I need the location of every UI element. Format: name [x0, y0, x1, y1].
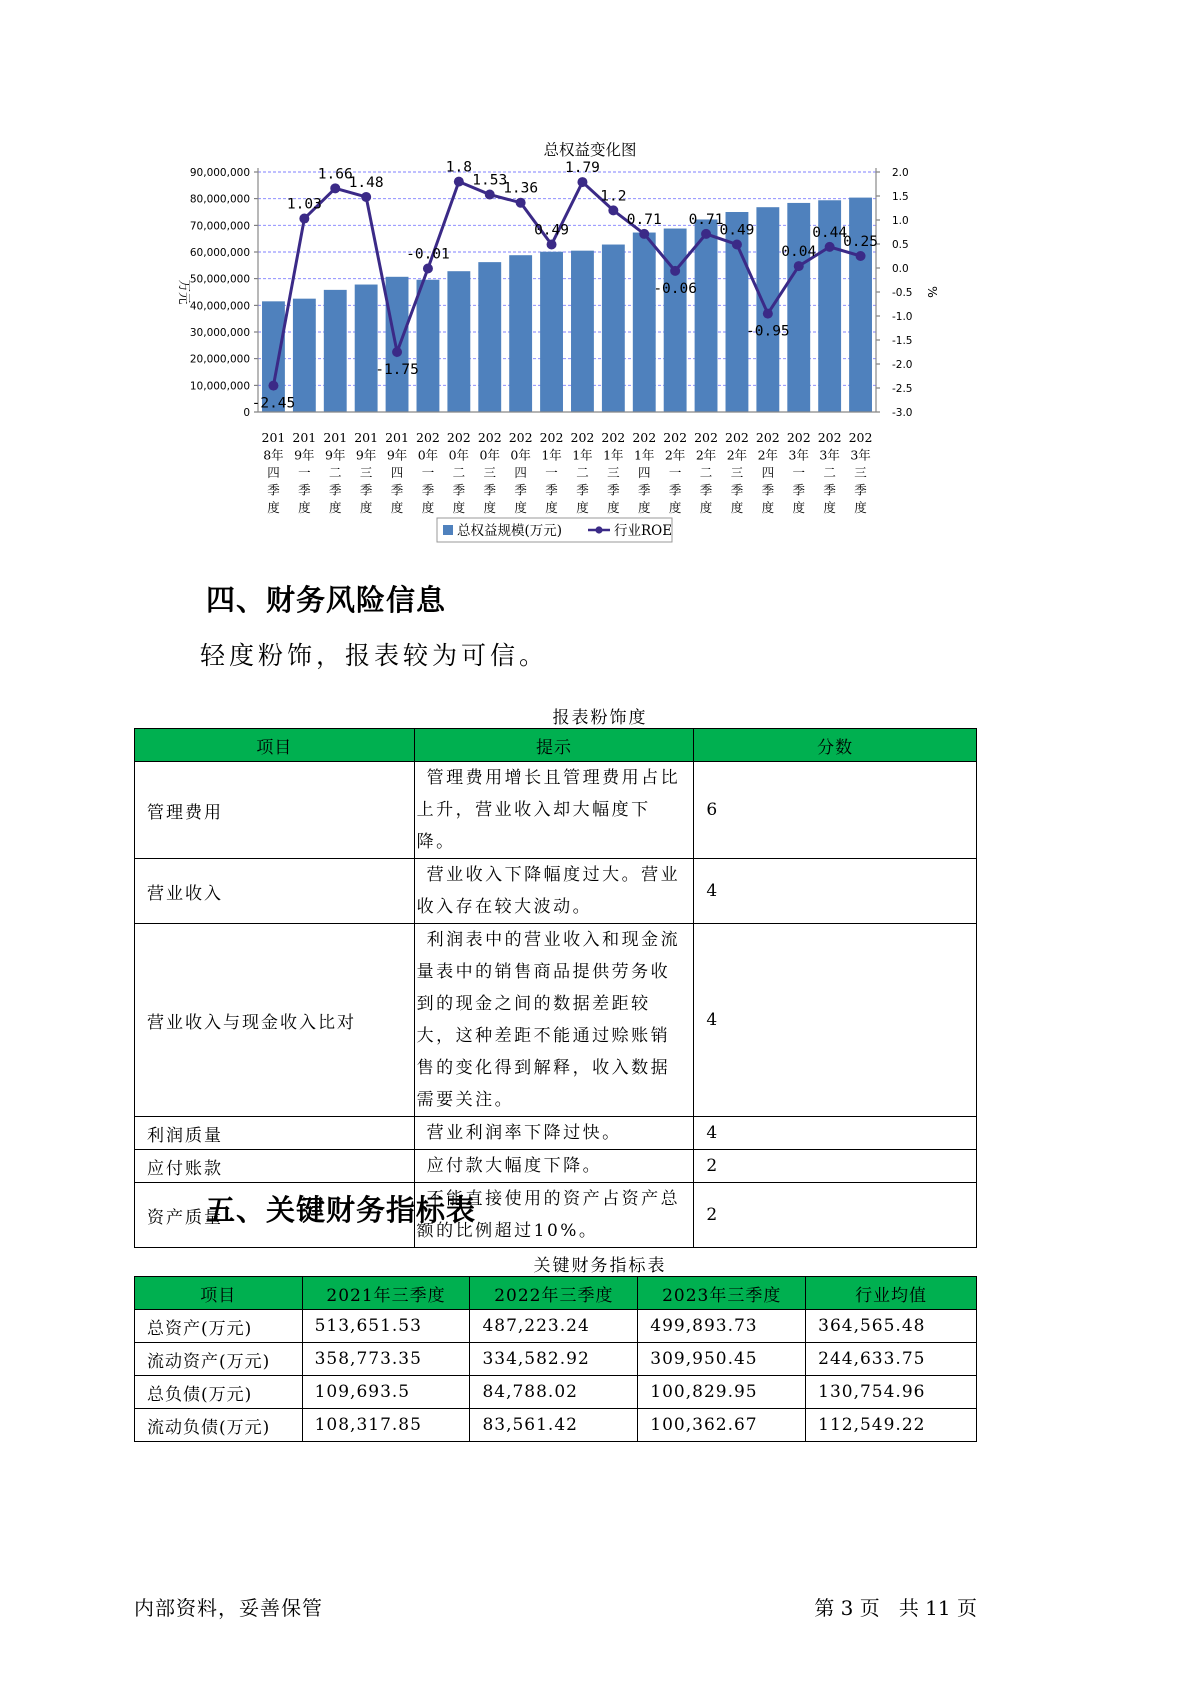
equity-bar	[324, 290, 347, 412]
x-tick-label: 0年	[510, 447, 531, 463]
legend-bar-label: 总权益规模(万元)	[457, 523, 563, 539]
x-tick-label: 度	[699, 500, 713, 515]
equity-bar	[602, 245, 625, 412]
x-tick-label: 季	[854, 482, 867, 498]
x-tick-label: 度	[452, 500, 466, 515]
x-tick-label: 度	[514, 500, 527, 515]
x-tick-label: 1年	[634, 447, 655, 463]
cell: 84,788.02	[470, 1376, 638, 1409]
x-tick-label: 3年	[819, 447, 840, 463]
x-tick-label: 四	[761, 465, 775, 480]
x-tick-label: 202	[570, 430, 595, 445]
cell: 流动负债(万元)	[135, 1409, 303, 1442]
roe-point	[763, 309, 773, 319]
right-tick-label: 0.0	[892, 263, 909, 275]
header-2022q3: 2022年三季度	[470, 1277, 638, 1310]
risk-table	[134, 728, 977, 1248]
x-tick-label: 季	[699, 482, 713, 498]
x-tick-label: 度	[761, 500, 775, 515]
x-tick-label: 季	[359, 482, 373, 498]
left-tick-label: 40,000,000	[189, 300, 250, 313]
table-row	[135, 1376, 977, 1409]
x-tick-label: 1年	[541, 447, 562, 463]
x-tick-label: 0年	[479, 447, 500, 463]
x-tick-label: 202	[477, 430, 502, 445]
cell: 130,754.96	[806, 1376, 977, 1409]
cell: 487,223.24	[470, 1310, 638, 1343]
roe-point	[794, 261, 804, 271]
x-tick-label: 季	[483, 482, 497, 498]
row-hint: 应付款大幅度下降。	[414, 1150, 694, 1183]
table-row	[135, 762, 977, 859]
roe-point	[639, 229, 649, 239]
row-score: 2	[694, 1150, 977, 1183]
cell: 109,693.5	[302, 1376, 470, 1409]
roe-data-label: 0.04	[781, 244, 817, 261]
roe-data-label: 1.8	[445, 159, 472, 176]
x-tick-label: 季	[452, 482, 466, 498]
x-tick-label: 3年	[788, 447, 809, 463]
table-row	[135, 924, 977, 1117]
x-tick-label: 季	[668, 482, 682, 498]
x-tick-label: 0年	[448, 447, 470, 463]
x-tick-label: 三	[854, 465, 867, 480]
x-tick-label: 三	[483, 465, 497, 480]
cell: 流动资产(万元)	[135, 1343, 303, 1376]
equity-bar	[293, 299, 316, 412]
x-tick-label: 2年	[664, 447, 686, 463]
x-tick-label: 季	[730, 482, 744, 498]
right-tick-label: 2.0	[892, 167, 909, 179]
x-tick-label: 三	[359, 465, 373, 480]
left-tick-label: 20,000,000	[189, 353, 250, 366]
roe-point	[299, 214, 309, 224]
x-tick-label: 度	[421, 500, 435, 515]
equity-bar	[571, 251, 594, 412]
roe-data-label: 0.71	[626, 211, 662, 228]
x-tick-label: 9年	[386, 447, 408, 463]
right-axis-title: %	[925, 286, 940, 298]
roe-point	[392, 347, 402, 357]
x-tick-label: 202	[755, 430, 780, 445]
right-tick-label: 1.0	[892, 215, 909, 227]
section4-heading: 四、财务风险信息	[206, 583, 447, 617]
x-tick-label: 2年	[726, 447, 748, 463]
legend-line-marker	[595, 526, 602, 533]
roe-point	[454, 177, 464, 187]
x-tick-label: 一	[545, 465, 558, 480]
row-item: 应付账款	[135, 1150, 415, 1183]
roe-point	[330, 183, 340, 193]
x-tick-label: 度	[298, 500, 311, 515]
roe-data-label: 1.36	[503, 180, 539, 197]
right-tick-label: -0.5	[892, 287, 913, 299]
row-score: 6	[694, 762, 977, 859]
footer-confidential: 内部资料，妥善保管	[134, 1596, 323, 1620]
x-tick-label: 1年	[603, 447, 624, 463]
x-tick-label: 度	[792, 500, 806, 515]
row-score: 4	[694, 924, 977, 1117]
roe-data-label: -0.01	[406, 246, 450, 263]
right-tick-label: 1.5	[892, 191, 909, 203]
roe-data-label: 0.49	[534, 222, 570, 239]
x-tick-label: 202	[694, 430, 718, 445]
cell: 108,317.85	[302, 1409, 470, 1442]
header-2021q3: 2021年三季度	[302, 1277, 470, 1310]
equity-bar	[447, 271, 470, 412]
x-tick-label: 201	[323, 430, 348, 445]
cell: 499,893.73	[638, 1310, 806, 1343]
x-tick-label: 度	[390, 500, 404, 515]
x-tick-label: 季	[607, 482, 620, 498]
x-tick-label: 四	[637, 465, 651, 480]
x-tick-label: 一	[792, 465, 806, 480]
roe-point	[825, 242, 835, 252]
x-tick-label: 8年	[263, 447, 284, 463]
header-industry-avg: 行业均值	[806, 1277, 977, 1310]
table-row	[135, 859, 977, 924]
x-tick-label: 季	[267, 482, 280, 498]
roe-data-label: 0.44	[812, 224, 848, 241]
x-tick-label: 0年	[417, 447, 439, 463]
roe-data-label: 1.03	[286, 196, 322, 213]
roe-point	[361, 192, 371, 202]
roe-point	[732, 239, 742, 249]
row-item: 管理费用	[135, 762, 415, 859]
cell: 112,549.22	[806, 1409, 977, 1442]
x-tick-label: 二	[823, 465, 836, 480]
x-axis-labels	[262, 430, 873, 515]
row-score: 4	[694, 1117, 977, 1150]
right-tick-label: -1.5	[892, 335, 913, 347]
roe-data-label: 1.53	[472, 172, 508, 189]
footer-page-number: 第 3 页 共 11 页	[814, 1596, 977, 1620]
equity-bar	[355, 285, 378, 412]
row-hint: 管理费用增长且管理费用占比上升，营业收入却大幅度下降。	[414, 762, 694, 859]
right-tick-label: -2.5	[892, 383, 913, 395]
x-tick-label: 二	[328, 465, 342, 480]
x-tick-label: 季	[421, 482, 435, 498]
roe-data-label: -1.75	[375, 362, 419, 378]
x-tick-label: 1年	[572, 447, 593, 463]
x-tick-label: 202	[446, 430, 471, 445]
row-hint: 营业收入下降幅度过大。营业收入存在较大波动。	[414, 859, 694, 924]
header-score: 分数	[694, 729, 977, 762]
right-tick-label: 0.5	[892, 239, 909, 251]
roe-data-label: 1.79	[564, 160, 600, 177]
x-tick-label: 季	[545, 482, 558, 498]
roe-point	[268, 381, 278, 391]
roe-point	[485, 190, 495, 200]
header-hint: 提示	[414, 729, 694, 762]
x-tick-label: 202	[632, 430, 657, 445]
table-row	[135, 1310, 977, 1343]
x-tick-label: 季	[576, 482, 589, 498]
roe-point	[423, 263, 433, 273]
roe-point	[577, 177, 587, 187]
roe-data-label: 0.25	[843, 234, 879, 250]
x-tick-label: 202	[786, 430, 811, 445]
chart-title: 总权益变化图	[543, 141, 637, 159]
cell: 513,651.53	[302, 1310, 470, 1343]
x-tick-label: 季	[390, 482, 404, 498]
row-item: 营业收入	[135, 859, 415, 924]
x-tick-label: 三	[607, 465, 620, 480]
left-tick-label: 70,000,000	[189, 220, 250, 233]
left-tick-label: 90,000,000	[189, 167, 250, 179]
left-tick-label: 50,000,000	[189, 273, 250, 286]
x-tick-label: 一	[668, 465, 682, 480]
x-tick-label: 季	[637, 482, 651, 498]
x-tick-label: 202	[663, 430, 688, 445]
x-tick-label: 一	[421, 465, 435, 480]
equity-bar	[849, 198, 872, 412]
x-tick-label: 201	[292, 430, 317, 445]
x-tick-label: 度	[483, 500, 497, 515]
right-tick-label: -3.0	[892, 407, 913, 419]
x-tick-label: 三	[730, 465, 744, 480]
x-tick-label: 一	[298, 465, 311, 480]
x-tick-label: 二	[452, 465, 466, 480]
equity-bar	[509, 255, 532, 412]
x-tick-label: 四	[514, 465, 527, 480]
roe-data-label: 0.49	[719, 222, 755, 239]
equity-bar	[540, 252, 563, 412]
x-tick-label: 四	[267, 465, 280, 480]
left-tick-label: 30,000,000	[189, 327, 250, 339]
x-tick-label: 201	[354, 430, 379, 445]
cell: 244,633.75	[806, 1343, 977, 1376]
x-tick-label: 度	[637, 500, 651, 515]
x-tick-label: 季	[823, 482, 836, 498]
roe-point	[670, 266, 680, 276]
equity-bar	[633, 233, 656, 412]
cell: 364,565.48	[806, 1310, 977, 1343]
equity-bar	[787, 203, 810, 412]
x-tick-label: 202	[508, 430, 533, 445]
table-header-row	[135, 1277, 977, 1310]
row-hint: 营业利润率下降过快。	[414, 1117, 694, 1150]
cell: 334,582.92	[470, 1343, 638, 1376]
kpi-table	[134, 1276, 977, 1442]
risk-table-caption: 报表粉饰度	[552, 708, 648, 728]
x-tick-label: 2年	[695, 447, 717, 463]
x-tick-label: 二	[576, 465, 589, 480]
row-score: 2	[694, 1183, 977, 1248]
x-tick-label: 度	[267, 500, 280, 515]
x-tick-label: 9年	[325, 447, 346, 463]
x-tick-label: 201	[385, 430, 409, 445]
x-tick-label: 季	[761, 482, 775, 498]
roe-data-label: 0.71	[688, 211, 724, 228]
equity-bar	[695, 219, 718, 412]
row-score: 4	[694, 859, 977, 924]
x-tick-label: 度	[730, 500, 744, 515]
cell: 100,829.95	[638, 1376, 806, 1409]
left-tick-label: 0	[243, 407, 250, 419]
table-header-row	[135, 729, 977, 762]
roe-point	[516, 198, 526, 208]
header-item: 项目	[135, 1277, 303, 1310]
x-tick-label: 季	[298, 482, 311, 498]
x-tick-label: 202	[725, 430, 749, 445]
chart-gridlines	[258, 172, 879, 385]
x-tick-label: 度	[668, 500, 682, 515]
row-hint: 不能直接使用的资产占资产总额的比例超过10%。	[414, 1183, 694, 1248]
row-hint: 利润表中的营业收入和现金流量表中的销售商品提供劳务收到的现金之间的数据差距较大，这种差距不能通过赊账销售的变化得到解释，收入数据需要关注。	[414, 924, 694, 1117]
equity-bar	[478, 262, 501, 412]
row-item: 资产质量	[135, 1183, 415, 1248]
x-tick-label: 度	[854, 500, 867, 515]
legend-bar-swatch	[443, 525, 453, 535]
x-tick-label: 201	[261, 430, 286, 445]
x-tick-label: 二	[699, 465, 713, 480]
legend-line-label: 行业ROE	[614, 523, 673, 539]
left-axis-title: 万元	[177, 279, 192, 305]
x-tick-label: 四	[390, 465, 404, 480]
x-tick-label: 季	[792, 482, 806, 498]
roe-data-label: -0.06	[653, 280, 697, 297]
x-tick-label: 度	[576, 500, 589, 515]
kpi-table-caption: 关键财务指标表	[533, 1256, 667, 1276]
cell: 358,773.35	[302, 1343, 470, 1376]
equity-bar	[417, 280, 440, 412]
section5-heading: 五、关键财务指标表	[206, 1193, 477, 1227]
left-tick-label: 10,000,000	[189, 380, 250, 393]
cell: 100,362.67	[638, 1409, 806, 1442]
row-item: 营业收入与现金收入比对	[135, 924, 415, 1117]
x-tick-label: 3年	[850, 447, 871, 463]
cell: 83,561.42	[470, 1409, 638, 1442]
x-tick-label: 度	[823, 500, 836, 515]
row-item: 利润质量	[135, 1117, 415, 1150]
x-tick-label: 9年	[355, 447, 377, 463]
x-tick-label: 季	[328, 482, 342, 498]
equity-change-chart	[170, 130, 1010, 570]
cell: 309,950.45	[638, 1343, 806, 1376]
x-tick-label: 9年	[294, 447, 315, 463]
cell: 总负债(万元)	[135, 1376, 303, 1409]
x-tick-label: 202	[601, 430, 626, 445]
table-row	[135, 1409, 977, 1442]
roe-point	[547, 239, 557, 249]
table-row	[135, 1117, 977, 1150]
chart-legend	[437, 518, 672, 542]
header-item: 项目	[135, 729, 415, 762]
x-tick-label: 季	[514, 482, 527, 498]
x-tick-label: 202	[848, 430, 873, 445]
x-tick-label: 度	[607, 500, 620, 515]
left-tick-label: 80,000,000	[189, 193, 250, 206]
roe-data-label: -2.45	[251, 395, 296, 412]
table-row	[135, 1343, 977, 1376]
x-tick-label: 度	[545, 500, 558, 515]
cell: 总资产(万元)	[135, 1310, 303, 1343]
x-tick-label: 202	[817, 430, 842, 445]
left-tick-label: 60,000,000	[189, 247, 250, 259]
roe-point	[608, 205, 618, 215]
roe-data-label: 1.48	[348, 174, 384, 191]
right-tick-label: -1.0	[892, 311, 913, 323]
equity-bar	[664, 229, 687, 412]
x-tick-label: 2年	[757, 447, 779, 463]
roe-point	[856, 251, 866, 261]
x-tick-label: 度	[359, 500, 373, 515]
x-tick-label: 202	[416, 430, 440, 445]
section4-text: 轻度粉饰，报表较为可信。	[200, 641, 549, 670]
roe-data-label: 1.2	[600, 188, 627, 205]
table-row	[135, 1150, 977, 1183]
header-2023q3: 2023年三季度	[638, 1277, 806, 1310]
x-tick-label: 度	[328, 500, 342, 515]
right-tick-label: -2.0	[892, 359, 913, 371]
roe-data-label: 1.66	[317, 166, 353, 183]
roe-point	[701, 229, 711, 239]
roe-data-label: -0.95	[746, 323, 790, 340]
x-tick-label: 202	[539, 430, 564, 445]
